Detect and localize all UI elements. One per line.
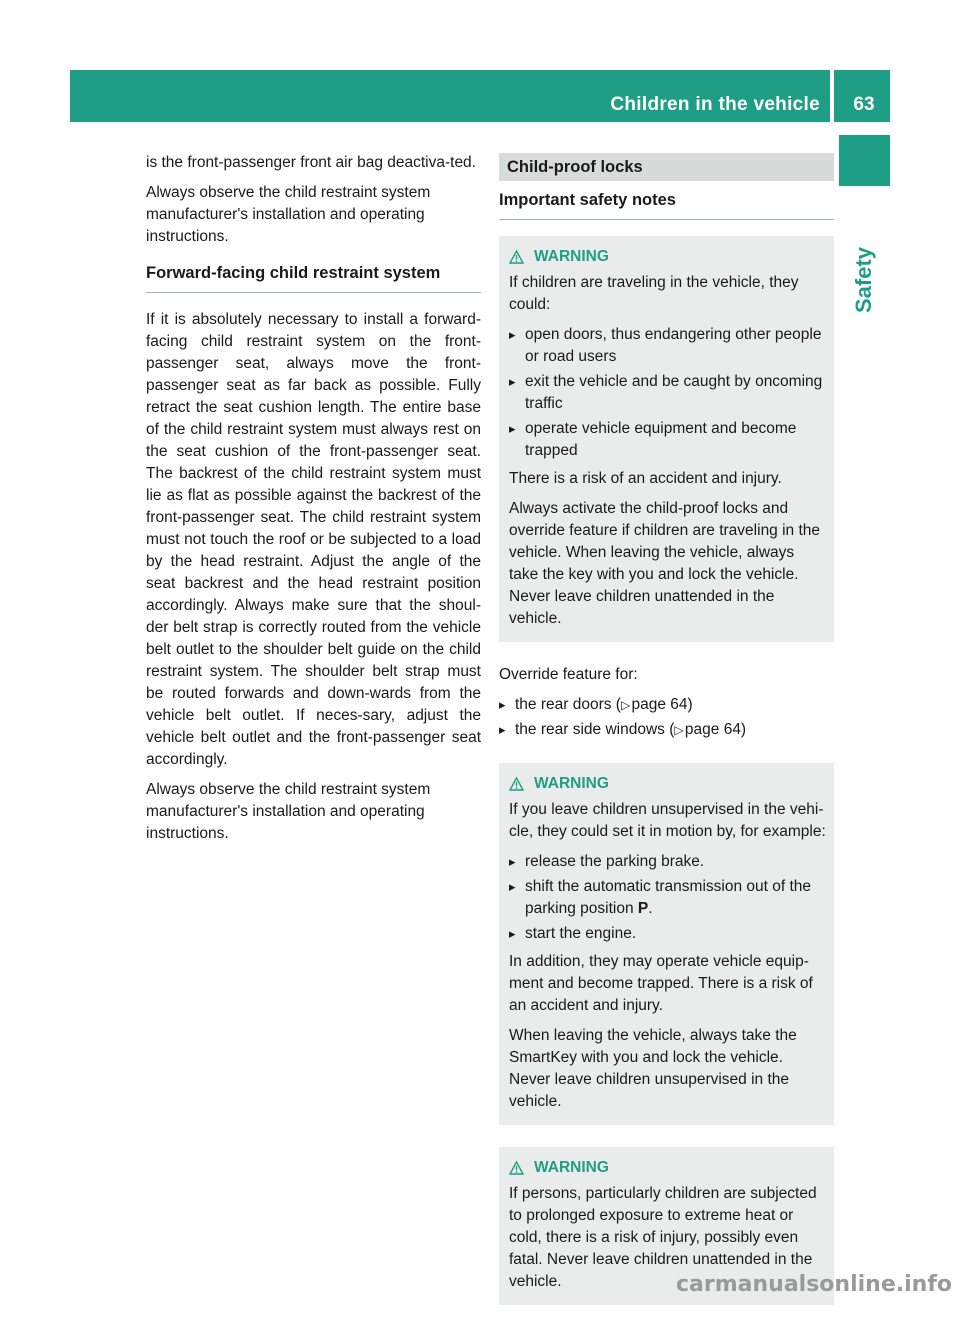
warning-triangle-icon [509, 250, 524, 264]
warning-box-1 [499, 236, 834, 642]
warning-intro: If children are traveling in the vehicle, they could: [509, 274, 799, 313]
warning-text: If persons, particularly children are subjected to prolonged exposure to extreme heat or cold, there is a risk of injury, possibly even fatal. Never leave children unattended in the vehicle. [509, 1185, 817, 1290]
header-divider [830, 70, 834, 122]
important-safety-notes-heading: Important safety notes [499, 189, 834, 220]
left-paragraph-3: If it is absolutely necessary to install a forward-facing child restraint system on the front-passenger seat, always move the front-passenger seat as far back as possible. Fully retract the seat cushion length. The entire base of the child restraint system must always rest on the seat cushion of the front-passenger seat. The backrest of the child restraint system must lie as flat as possible against the backrest of the front-passenger seat. The child restraint system must not touch the roof or be subjected to a load by the head restraint. Adjust the angle of the seat backrest and the head restraint position accordingly. Always make sure that the shoul-der belt strap is correctly routed from the vehicle belt outlet to the shoulder belt guide on the child restraint system. The shoulder belt strap must be routed forwards and down-wards from the vehicle belt outlet. If neces-sary, adjust the vehicle belt outlet and the front-passenger seat accordingly. [146, 311, 481, 768]
override-text: the rear side windows ( [515, 721, 675, 738]
page-ref-link[interactable]: page 64) [684, 721, 747, 738]
page-ref-link[interactable]: page 64) [631, 696, 693, 713]
warning-header [509, 773, 826, 795]
header-bar [70, 70, 890, 122]
right-column [499, 152, 834, 1327]
side-label-text: Safety [851, 246, 876, 314]
warning-triangle-icon [509, 777, 524, 791]
forward-facing-heading: Forward-facing child restraint system [146, 262, 481, 293]
warning-intro: If you leave children unsupervised in the vehi-cle, they could set it in motion by, for example: [509, 801, 826, 840]
override-intro: Override feature for: [499, 666, 638, 683]
left-column [146, 152, 481, 853]
warning-header [509, 1157, 826, 1179]
gear-position: P [637, 900, 649, 917]
override-list [499, 694, 834, 741]
warning-text: There is a risk of an accident and injury. [509, 470, 782, 487]
warning-text: When leaving the vehicle, always take the SmartKey with you and lock the vehicle. Never leave children unsupervised in the vehicle. [509, 1027, 797, 1110]
bullet-end: . [648, 900, 653, 917]
warning-bullet-list [509, 324, 826, 462]
list-item: ▸ exit the vehicle and be caught by oncoming traffic [509, 371, 826, 415]
left-paragraph-4: Always observe the child restraint system manufacturer's installation and operating instructions. [146, 781, 431, 842]
list-item: ▸ release the parking brake. [509, 851, 826, 873]
left-paragraph-1: is the front-passenger front air bag deactiva-ted. [146, 154, 476, 171]
override-text: the rear doors ( [515, 696, 621, 713]
warning-label: WARNING [534, 1159, 609, 1176]
warning-label: WARNING [534, 775, 609, 792]
list-item [499, 694, 834, 716]
page-ref-arrow-icon: ▷ [620, 698, 631, 712]
list-item [509, 876, 826, 920]
warning-label: WARNING [534, 248, 609, 265]
page-ref-arrow-icon: ▷ [674, 723, 684, 737]
list-item: ▸ operate vehicle equipment and become trapped [509, 418, 826, 462]
warning-triangle-icon [509, 1161, 524, 1175]
warning-header [509, 246, 826, 268]
section-side-label [846, 220, 882, 340]
section-tab-marker [839, 135, 890, 186]
warning-bullet-list [509, 851, 826, 945]
left-paragraph-2: Always observe the child restraint system manufacturer's installation and operating instructions. [146, 184, 431, 245]
warning-text: In addition, they may operate vehicle equip-ment and become trapped. There is a risk of an accident and injury. [509, 953, 813, 1014]
list-item [499, 719, 834, 741]
footer-watermark: carmanualsonline.info [676, 1272, 952, 1297]
warning-text: Always activate the child-proof locks and override feature if children are traveling in the vehicle. When leaving the vehicle, always take the key with you and lock the vehicle. Never leave children unattended in the vehicle. [509, 500, 821, 627]
page-title: Children in the vehicle [610, 94, 820, 115]
warning-box-2 [499, 763, 834, 1125]
section-title-bar: Child-proof locks [499, 153, 834, 181]
page-number: 63 [853, 94, 875, 115]
list-item: ▸ open doors, thus endangering other people or road users [509, 324, 826, 368]
list-item: ▸ start the engine. [509, 923, 826, 945]
bullet-text: shift the automatic transmission out of the parking position [525, 878, 812, 917]
